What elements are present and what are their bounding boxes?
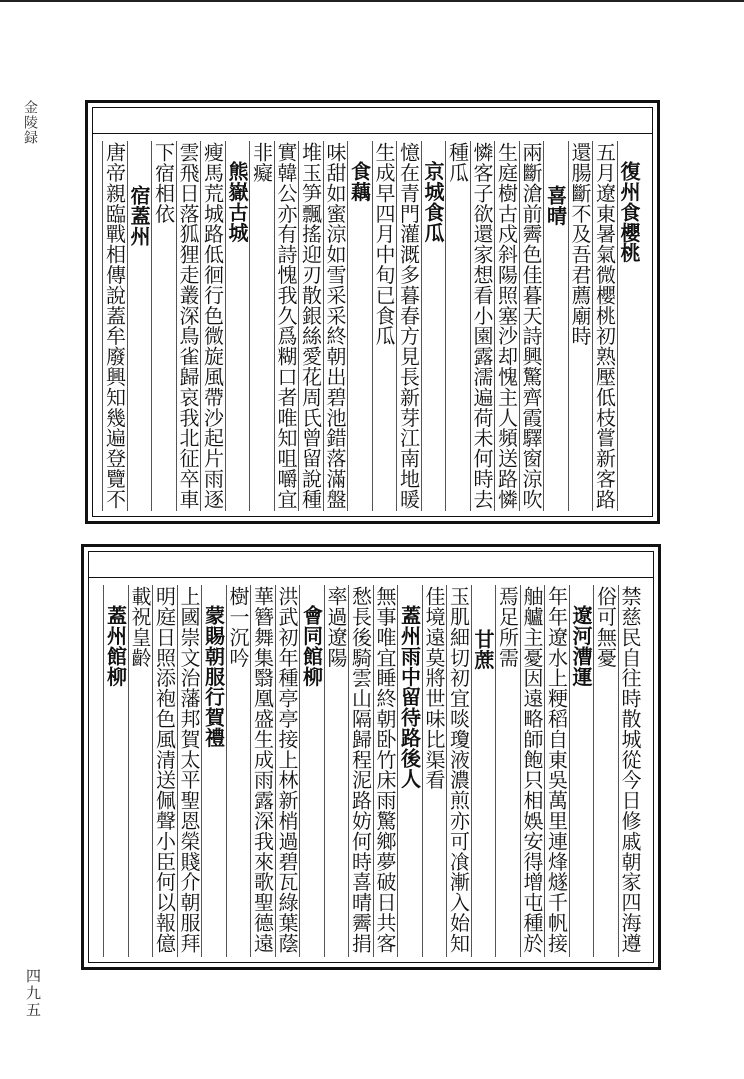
poem-title-column: 蓋州館柳: [103, 585, 128, 957]
text-column: 玉肌細切初宜啖瓊液濃煎亦可飡漸入始知: [446, 585, 471, 957]
text-column: 年年遼水上粳稻自東吳萬里連烽燧千帆接: [544, 585, 569, 957]
text-column: 俗可無憂: [593, 585, 618, 957]
text-column: 佳境遠莫將世味比渠看: [422, 585, 447, 957]
poem-title-column: 甘蔗: [471, 585, 496, 957]
text-column: 憶在青門灌溉多暮春方見長新芽江南地暖: [396, 142, 421, 510]
text-column: 上國崇文治藩邦賀太平聖恩榮賤介朝服拜: [177, 585, 202, 957]
poem-title-column: 復州食櫻桃: [617, 141, 642, 511]
poem-title-column: 熊嶽古城: [225, 141, 250, 511]
poem-title-column: 喜晴: [543, 141, 568, 511]
poem-title-column: 食藕: [347, 141, 372, 511]
poem-title-column: 蓋州雨中留待路後人: [397, 585, 422, 957]
text-column: 憐客子欲還家想看小園露濡遍荷未何時去: [470, 142, 494, 510]
text-column: 實韓公亦有詩愧我久爲糊口者唯知咀嚼宜: [274, 142, 298, 510]
text-column: 率過遼陽: [324, 585, 349, 957]
text-panel-bottom: [81, 544, 661, 970]
poem-title-column: 蒙賜朝服行賀禮: [201, 585, 226, 957]
text-panel-top: [85, 100, 660, 524]
text-column: 還腸斷不及吾君薦廟時: [568, 141, 593, 511]
page-number: 四九五: [24, 968, 42, 1019]
text-column: 生庭樹古戍斜陽照塞沙却愧主人頻送路憐: [494, 142, 519, 510]
text-column: 禁慈民自往時散城從今日修戚朝家四海遵: [618, 585, 643, 957]
text-column: 載祝皇齡: [128, 585, 153, 957]
text-column: 非癡: [249, 141, 274, 511]
text-column: 無事唯宜睡終朝卧竹床雨驚鄉夢破日共客: [373, 585, 398, 957]
page-top-rule: [0, 0, 744, 2]
text-column: 愁長後騎雲山隔歸程泥路妨何時喜晴霽捐: [348, 585, 373, 957]
text-column: 五月遼東暑氣微櫻桃初熟壓低枝嘗新客路: [592, 142, 617, 510]
column-area-bottom: [94, 585, 642, 957]
header-band-rule: [88, 577, 654, 578]
text-column: 唐帝親臨戰相傳說蓋牟廢興知幾遍登覽不: [102, 142, 127, 510]
text-column: 焉足所需: [495, 585, 520, 957]
text-column: 華簪舞集翳凰盛生成雨露深我來歌聖德遠: [250, 585, 275, 957]
text-column: 種瓜: [445, 141, 470, 511]
text-column: 洪武初年種亭亭接上林新梢過碧瓦綠葉蔭: [275, 585, 300, 957]
poem-title-column: 京城食瓜: [421, 141, 446, 511]
text-column: 兩斷滄前霽色佳暮天詩興驚齊霞驛窗涼吹: [519, 142, 543, 510]
poem-title-column: 會同館柳: [299, 585, 324, 957]
text-column: 舳艫主憂因遠略師飽只相娛安得增屯種於: [520, 585, 545, 957]
text-column: 生成早四月中旬已食瓜: [372, 141, 397, 511]
text-column: 瘦馬荒城路低徊行色微旋風帶沙起片雨逐: [200, 142, 225, 510]
text-column: 味甜如蜜涼如雪采采終朝出碧池錯落滿盤: [323, 142, 347, 510]
header-band-rule: [92, 133, 653, 134]
text-column: 下宿相依: [151, 141, 176, 511]
column-area-top: [98, 141, 641, 511]
text-column: 明庭日照添袍色風清送佩聲小臣何以報億: [152, 585, 177, 957]
text-column: 雲飛日落狐狸走叢深鳥雀歸哀我北征卒車: [176, 142, 200, 510]
poem-title-column: 遼河漕運: [569, 585, 594, 957]
poem-title-column: 宿蓋州: [127, 141, 152, 511]
book-title: 金陵録: [22, 100, 38, 145]
text-column: 堆玉笋飄搖迎刃散銀絲愛花周氏曾留說種: [298, 142, 323, 510]
text-column: 樹一沉吟: [226, 585, 251, 957]
